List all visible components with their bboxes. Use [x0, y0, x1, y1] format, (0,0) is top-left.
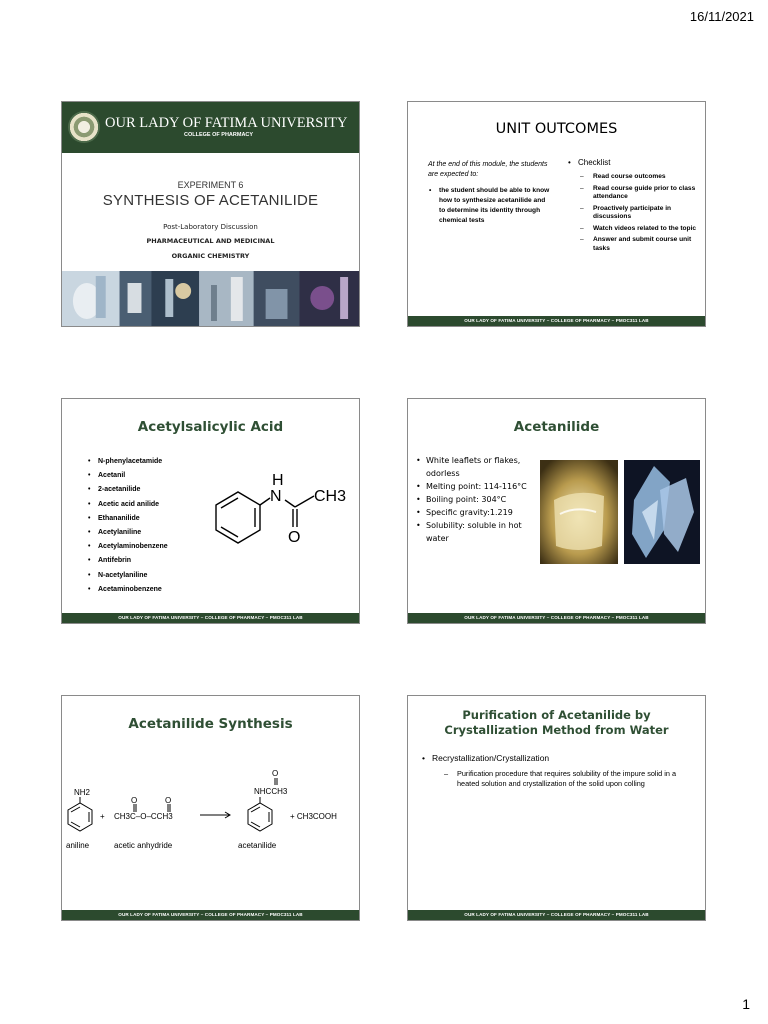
slide-footer: OUR LADY OF FATIMA UNIVERSITY – COLLEGE OF PHARMACY – PMOC311 LAB — [62, 613, 359, 623]
slide-purification — [407, 695, 706, 921]
acetanilide-structure-diagram — [192, 465, 352, 555]
synonym-item: • Ethananilide — [98, 512, 168, 526]
synonym-list — [98, 455, 168, 597]
nitrogen-label: N — [270, 488, 282, 505]
purification-item: • Recrystallization/Crystallization — [432, 753, 692, 763]
carbonyl-oxygen-label: O — [131, 796, 138, 805]
purification-sublist — [457, 769, 697, 788]
checklist-item: – Read course outcomes — [593, 173, 697, 182]
checklist-items — [593, 173, 697, 253]
plus-sign: + — [100, 812, 105, 821]
property-item: • Boiling point: 304°C — [426, 493, 534, 506]
property-item: • White leaflets or flakes, odorless — [426, 454, 534, 480]
synonym-item: • Acetic acid anilide — [98, 498, 168, 512]
synonym-item: • Acetylaminobenzene — [98, 540, 168, 554]
acetic-acid-label: + CH3COOH — [290, 812, 337, 821]
acetanilide-label: acetanilide — [238, 841, 277, 850]
acetanilide-flask-photo — [540, 460, 618, 564]
synthesis-reaction-diagram — [62, 766, 360, 856]
carbonyl-oxygen-label: O — [272, 769, 279, 778]
university-seal-icon — [68, 111, 100, 143]
college-name: COLLEGE OF PHARMACY — [184, 132, 254, 138]
page-number: 1 — [742, 996, 750, 1012]
laboratory-photo-strip — [62, 271, 359, 326]
subtitle-line-3: ORGANIC CHEMISTRY — [171, 252, 250, 260]
slide-footer: OUR LADY OF FATIMA UNIVERSITY – COLLEGE OF PHARMACY – PMOC311 LAB — [408, 613, 705, 623]
checklist-item: – Read course guide prior to class attendance — [593, 185, 697, 202]
amine-group-label: NH2 — [74, 788, 91, 797]
synonym-item: • Acetaminobenzene — [98, 583, 168, 597]
property-item: • Solubility: soluble in hot water — [426, 519, 534, 545]
subtitle-line-1: Post-Laboratory Discussion — [163, 223, 258, 231]
slide-title: UNIT OUTCOMES — [495, 121, 618, 137]
hydrogen-label: H — [272, 472, 284, 489]
title-header-bar — [62, 102, 359, 153]
checklist-item: – Answer and submit course unit tasks — [593, 236, 697, 253]
synonym-item: • N-phenylacetamide — [98, 455, 168, 469]
experiment-title: SYNTHESIS OF ACETANILIDE — [102, 192, 319, 209]
checklist-label: • Checklist — [578, 158, 696, 167]
property-item: • Melting point: 114-116°C — [426, 480, 534, 493]
print-date: 16/11/2021 — [689, 9, 754, 24]
slide-footer: OUR LADY OF FATIMA UNIVERSITY – COLLEGE OF PHARMACY – PMOC311 LAB — [62, 910, 359, 920]
synonym-item: • N-acetylaniline — [98, 569, 168, 583]
amide-group-label: NHCCH3 — [254, 787, 288, 796]
slide-footer: OUR LADY OF FATIMA UNIVERSITY – COLLEGE OF PHARMACY – PMOC311 LAB — [408, 316, 705, 326]
purification-list — [432, 753, 692, 763]
property-item: • Specific gravity:1.219 — [426, 506, 534, 519]
synonym-item: • Antifebrin — [98, 554, 168, 568]
methyl-label: CH3 — [314, 488, 347, 505]
slide-title: Purification of Acetanilide by Crystallization Method from Water — [444, 708, 669, 737]
acetanilide-crystals-photo — [624, 460, 700, 564]
subtitle-line-2: PHARMACEUTICAL AND MEDICINAL — [146, 237, 275, 245]
slide-title: Acetanilide — [513, 419, 600, 435]
slide-unit-outcomes — [407, 101, 706, 327]
experiment-label: EXPERIMENT 6 — [177, 180, 244, 190]
slide-acetanilide — [407, 398, 706, 624]
acetic-anhydride-label: acetic anhydride — [114, 841, 173, 850]
purification-subitem: – Purification procedure that requires solubility of the impure solid in a heated solution and crystallization of the solid upon colling — [457, 769, 697, 788]
slide-title — [61, 101, 360, 327]
slide-title: Acetylsalicylic Acid — [137, 419, 284, 435]
checklist — [578, 158, 696, 167]
outcomes-intro: At the end of this module, the students are expected to: — [428, 161, 548, 178]
slide-acetylsalicylic-acid — [61, 398, 360, 624]
property-list — [426, 454, 534, 545]
synonym-item: • Acetanil — [98, 469, 168, 483]
carbonyl-oxygen-label: O — [165, 796, 172, 805]
outcome-item: • the student should be able to know how to synthesize acetanilide and to determine its identity through chemical tests — [439, 186, 551, 226]
anhydride-formula: CH3C–O–CCH3 — [114, 812, 173, 821]
slide-title: Acetanilide Synthesis — [128, 716, 293, 732]
slide-footer: OUR LADY OF FATIMA UNIVERSITY – COLLEGE OF PHARMACY – PMOC311 LAB — [408, 910, 705, 920]
synonym-item: • 2-acetanilide — [98, 483, 168, 497]
slide-acetanilide-synthesis — [61, 695, 360, 921]
synonym-item: • Acetylaniline — [98, 526, 168, 540]
university-name: OUR LADY OF FATIMA UNIVERSITY — [105, 115, 348, 131]
oxygen-label: O — [288, 529, 301, 546]
aniline-label: aniline — [66, 841, 90, 850]
checklist-item: – Proactively participate in discussions — [593, 205, 697, 222]
outcomes-list — [439, 186, 551, 226]
checklist-item: – Watch videos related to the topic — [593, 225, 697, 234]
